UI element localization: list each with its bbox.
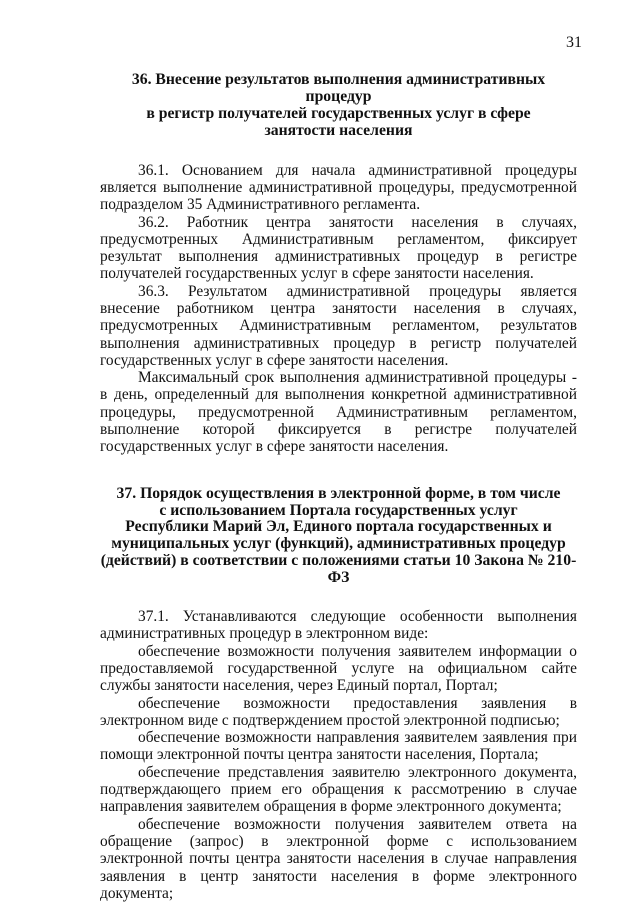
heading-line: с использованием Портала государственных услуг [159, 501, 518, 519]
section-36-body [100, 162, 577, 456]
list-item-electronic-response: обеспечение возможности получения заявителем ответа на обращение (запрос) в электронной форме с использованием электронной почты центра занятости населения в случае направления заявления в центр занятости населения в форме электронного документа; [100, 815, 577, 902]
heading-line: 37. Порядок осуществления в электронной форме, в том числе [116, 484, 561, 502]
list-item-info-access: обеспечение возможности получения заявителем информации о предоставляемой государственной услуге на официальном сайте службы занятости населения, через Единый портал, Портал; [100, 642, 577, 695]
paragraph-37-1: 37.1. Устанавливаются следующие особенности выполнения административных процедур в электронном виде: [100, 608, 577, 643]
paragraph-36-3: 36.3. Результатом административной процедуры является внесение работником центра занятости населения в случаях, предусмотренных Административным регламентом, результатов выполнения административных процедур в регистр получателей государственных услуг в сфере занятости населения. [100, 282, 577, 369]
section-37-heading [100, 486, 577, 587]
list-item-electronic-application: обеспечение возможности предоставления заявления в электронном виде с подтверждением простой электронной подписью; [100, 694, 577, 729]
paragraph-36-2: 36.2. Работник центра занятости населения в случаях, предусмотренных Административным регламентом, фиксирует результат выполнения административных процедур в регистре получателей государственных услуг в сфере занятости населения. [100, 213, 577, 283]
list-item-email-application: обеспечение возможности направления заявителем заявления при помощи электронной почты центра занятости населения, Портала; [100, 729, 577, 764]
page-number: 31 [566, 34, 582, 51]
heading-line: (действий) в соответствии с положениями статьи 10 Закона № 210-ФЗ [100, 552, 577, 587]
page-body [100, 72, 577, 902]
paragraph-36-max-term: Максимальный срок выполнения административной процедуры - в день, определенный для выполнения конкретной административной процедуры, предусмотренной Административным регламентом, выполнение которой фиксируется в регистре получателей государственных услуг в сфере занятости населения. [100, 369, 577, 456]
section-37-body [100, 608, 577, 902]
heading-line: муниципальных услуг (функций), административных процедур [111, 535, 566, 553]
paragraph-36-1: 36.1. Основанием для начала административной процедуры является выполнение административной процедуры, предусмотренной подразделом 35 Административного регламента. [100, 161, 577, 214]
section-36-heading [100, 72, 577, 140]
heading-line: 36. Внесение результатов выполнения административных процедур [131, 71, 546, 105]
list-item-receipt-confirmation: обеспечение представления заявителю электронного документа, подтверждающего прием его обращения к рассмотрению в случае направления заявителем обращения в форме электронного документа; [100, 763, 577, 816]
heading-line: занятости населения [264, 121, 413, 139]
heading-line: в регистр получателей государственных услуг в сфере [146, 104, 531, 122]
heading-line: Республики Марий Эл, Единого портала государственных и [125, 518, 552, 536]
